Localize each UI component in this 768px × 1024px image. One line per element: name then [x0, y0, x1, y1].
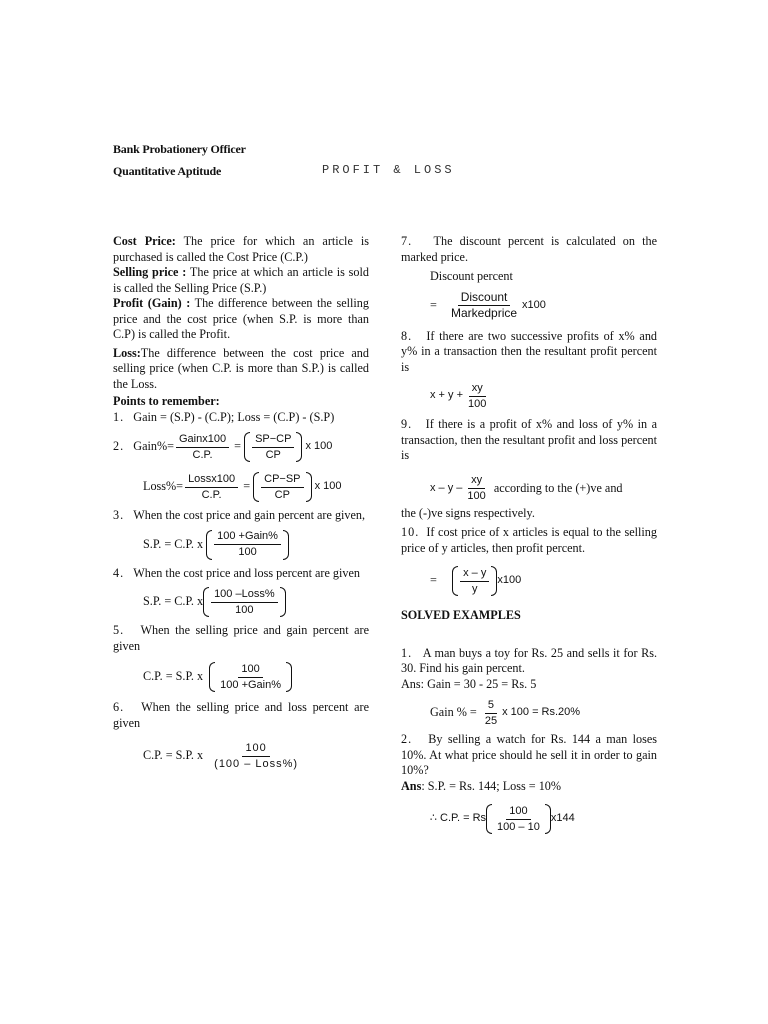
example-2: 2. By selling a watch for Rs. 144 a man loses 10%. At what price should he sell it in order to gain 10%? [401, 732, 657, 777]
gain-fraction: $\frac{\text{Gainx100}}{C.P.}$ [176, 433, 229, 462]
point-5: 5. When the selling price and gain percent are given [113, 623, 369, 653]
definition-cost-price [113, 234, 369, 265]
right-column [401, 234, 657, 836]
term-selling-price: Selling price : [113, 265, 187, 279]
discount-percent-label: Discount percent [430, 269, 513, 283]
point-9: 9. If there is a profit of x% and loss of y% in a transaction, then the resultant profit and loss percent is [401, 417, 658, 462]
times-100: x 100 [314, 480, 342, 493]
definition-loss [113, 346, 369, 393]
point-3: 3. When the cost price and gain percent are given, [113, 508, 366, 522]
example-1: 1. A man buys a toy for Rs. 25 and sells it for Rs. 30. Find his gain percent. [401, 645, 657, 675]
point-1-text: Gain = (S.P) - (C.P); Loss = (C.P) - (S.P) [133, 409, 335, 424]
definition-selling-price [113, 265, 369, 296]
equals-sign: = [234, 439, 242, 454]
term-cost-price: Cost Price: [113, 234, 176, 248]
points-heading: Points to remember: [113, 394, 220, 408]
formula-point-5: C.P. = S.P. x $\frac{100}{\text{100 +Gain\%}}$ [113, 660, 369, 694]
loss-percent-label: Loss%= [143, 479, 184, 494]
gain-paren-fraction: $\frac{SP-CP}{CP}$ [244, 432, 302, 462]
point-1 [113, 410, 369, 426]
point-6: 6. When the selling price and loss percent are given [113, 700, 369, 730]
formula-point-9: x – y – $\frac{xy}{100}$ according to the (+)ve and [430, 474, 623, 502]
text-cost-price: The price for which an article is purchased is called the Cost Price (C.P.) [113, 234, 369, 264]
text-selling-price: The price at which an article is sold is called the Selling Price (S.P.) [113, 265, 369, 295]
formula-point-10: = $\frac{x - y}{y}$ x100 [430, 566, 522, 595]
definition-profit [113, 296, 369, 343]
point-7: 7. The discount percent is calculated on the marked price. [401, 234, 657, 264]
example-2-answer: Ans: S.P. = Rs. 144; Loss = 10% [401, 778, 562, 793]
text-loss: The difference between the cost price and selling price (when C.P. is more than S.P.) is called the Loss. [113, 345, 369, 391]
loss-fraction: $\frac{\text{Lossx100}}{C.P.}$ [185, 473, 238, 502]
times-100: x 100 [305, 440, 333, 453]
equals-sign: = [243, 479, 251, 494]
loss-paren-fraction: $\frac{CP-SP}{CP}$ [253, 472, 311, 502]
formula-point-8: x + y + $\frac{xy}{100}$ [430, 381, 487, 410]
formula-example-2: ∴ C.P. = Rs $\frac{100}{100 - 10}$ x144 [430, 804, 575, 833]
point-8: 8. If there are two successive profits of x% and y% in a transaction then the resultant profit percent is [401, 328, 658, 374]
point-10: 10. If cost price of x articles is equal to the selling price of y articles, then profit percent. [401, 525, 657, 555]
gain-percent-label: Gain%= [133, 439, 174, 454]
header-subject: Bank Probationery Officer [113, 142, 246, 156]
solved-examples-heading: SOLVED EXAMPLES [401, 608, 521, 622]
point-1-number: 1. [113, 409, 125, 424]
formula-point-4: S.P. = C.P. x $\frac{\text{100 –Loss\%}}{100}$ [113, 585, 369, 619]
formula-point-6: C.P. = S.P. x $\frac{100}{\text{(100 – Loss\%)}}$ [143, 741, 299, 770]
formula-gain-percent [113, 430, 369, 464]
point-2-number: 2. [113, 439, 125, 454]
header-section: Quantitative Aptitude [113, 164, 222, 178]
formula-loss-percent [113, 470, 369, 504]
term-loss: Loss: [113, 345, 141, 360]
left-column [113, 234, 369, 773]
point-4: 4. When the cost price and loss percent are given [113, 565, 361, 580]
page-title: PROFIT & LOSS [322, 163, 455, 177]
point-9-continued: the (-)ve signs respectively. [401, 505, 535, 520]
formula-example-1: Gain % = $\frac{5}{25}$ x 100 = Rs.20% [430, 698, 581, 727]
term-profit: Profit (Gain) : [113, 296, 191, 310]
formula-point-7: = $\frac{\text{Discount}}{\text{Markedprice}}$ x100 [430, 290, 546, 320]
text-profit: The difference between the selling price and the cost price (when S.P. is more than C.P) is called the Profit. [113, 296, 369, 341]
example-1-answer: Ans: Gain = 30 - 25 = Rs. 5 [401, 676, 537, 691]
formula-point-3: S.P. = C.P. x $\frac{\text{100 +Gain\%}}{100}$ [113, 528, 369, 562]
